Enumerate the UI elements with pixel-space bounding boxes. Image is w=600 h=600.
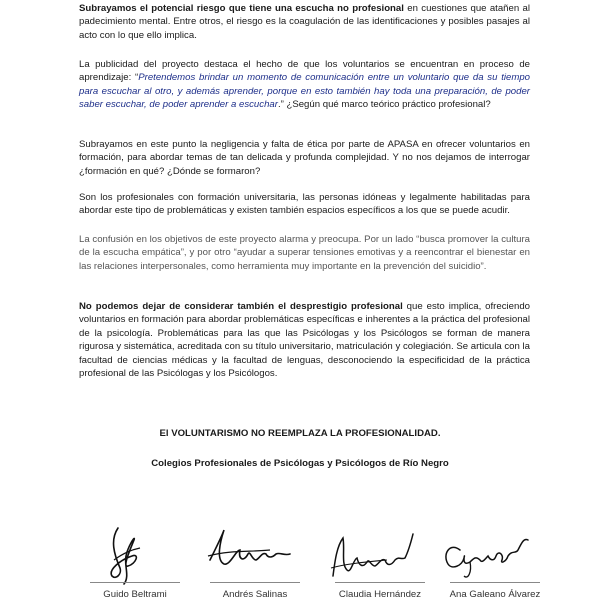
signature-2 bbox=[190, 520, 320, 590]
paragraph-negligence: Subrayamos en este punto la negligencia y falta de ética por parte de APASA en ofrecer voluntarios en formación, para abordar temas de tan delicada y profunda complejidad. Y no nos dejamos de interrogar ¿formación en qué? ¿Dónde se formaron? bbox=[79, 139, 530, 177]
signature-line-2 bbox=[210, 582, 300, 583]
paragraph-risk-lead: Subrayamos el potencial riesgo que tiene una escucha no profesional bbox=[79, 3, 404, 14]
signatory-name-3: Claudia Hernández bbox=[338, 589, 422, 600]
signature-line-3 bbox=[335, 582, 425, 583]
signature-line-4 bbox=[450, 582, 540, 583]
paragraph-publicity bbox=[79, 58, 530, 112]
closing-institution: Colegios Profesionales de Psicólogas y Psicólogos de Río Negro bbox=[151, 458, 449, 469]
paragraph-discredit-body: que esto implica, ofreciendo voluntarios en formación para abordar problemáticas específicas e inherentes a la práctica del profesional de la psicología. Problemáticas para las que las Psicólogas y los Psicólogos se forman de manera rigurosa y sistemática, acreditada con su título universitario, matriculación y colegiación. Se articula con la facultad de ciencias médicas y la facultad de lenguas, desconociendo la especificidad de la práctica profesional de las Psicólogas y los Psicólogos. bbox=[79, 301, 530, 380]
paragraph-confusion: La confusión en los objetivos de este proyecto alarma y preocupa. Por un lado “busca promover la cultura de la escucha empática”, y por otro “ayudar a superar tensiones emotivas y a reencontrar el bienestar en las relaciones interpersonales, como herramienta muy importante en la prevención del suicidio”. bbox=[79, 234, 530, 272]
signature-1 bbox=[70, 520, 200, 590]
signatory-name-1: Guido Beltrami bbox=[103, 589, 167, 600]
paragraph-discredit bbox=[79, 300, 530, 380]
signature-line-1 bbox=[90, 582, 180, 583]
signature-3 bbox=[315, 520, 445, 590]
paragraph-discredit-lead: No podemos dejar de considerar también el desprestigio profesional bbox=[79, 301, 403, 312]
signatory-name-4: Ana Galeano Álvarez bbox=[449, 589, 541, 600]
paragraph-publicity-outro: .” ¿Según qué marco teórico práctico profesional? bbox=[277, 99, 491, 111]
handwritten-signature-2 bbox=[190, 520, 320, 590]
handwritten-signature-1 bbox=[70, 520, 200, 590]
paragraph-professionals: Son los profesionales con formación universitaria, las personas idóneas y legalmente habilitadas para abordar este tipo de problemáticas y existen también espacios específicos a los que se puede acudir. bbox=[79, 192, 530, 217]
signatory-name-2: Andrés Salinas bbox=[222, 589, 288, 600]
closing-slogan: El VOLUNTARISMO NO REEMPLAZA LA PROFESIONALIDAD. bbox=[159, 428, 441, 439]
paragraph-risk-body: en cuestiones que atañen al padecimiento mental. Entre otros, el riesgo es la coagulación de las identificaciones y posibles pasajes al acto con lo que ello implica. bbox=[79, 3, 530, 41]
paragraph-risk bbox=[79, 2, 530, 42]
paragraph-publicity-intro: La publicidad del proyecto destaca el hecho de que los voluntarios se encuentran en proceso de aprendizaje: “ bbox=[79, 59, 530, 84]
paragraph-publicity-quote: Pretendemos brindar un momento de comunicación entre un voluntario que da su tiempo para escuchar al otro, y además aprender, porque en esto también hay toda una preparación, de poder saber escuchar, de poder aprender a escuchar bbox=[79, 72, 530, 111]
signature-4 bbox=[430, 520, 560, 590]
handwritten-signature-4 bbox=[430, 520, 560, 590]
handwritten-signature-3 bbox=[315, 520, 445, 590]
